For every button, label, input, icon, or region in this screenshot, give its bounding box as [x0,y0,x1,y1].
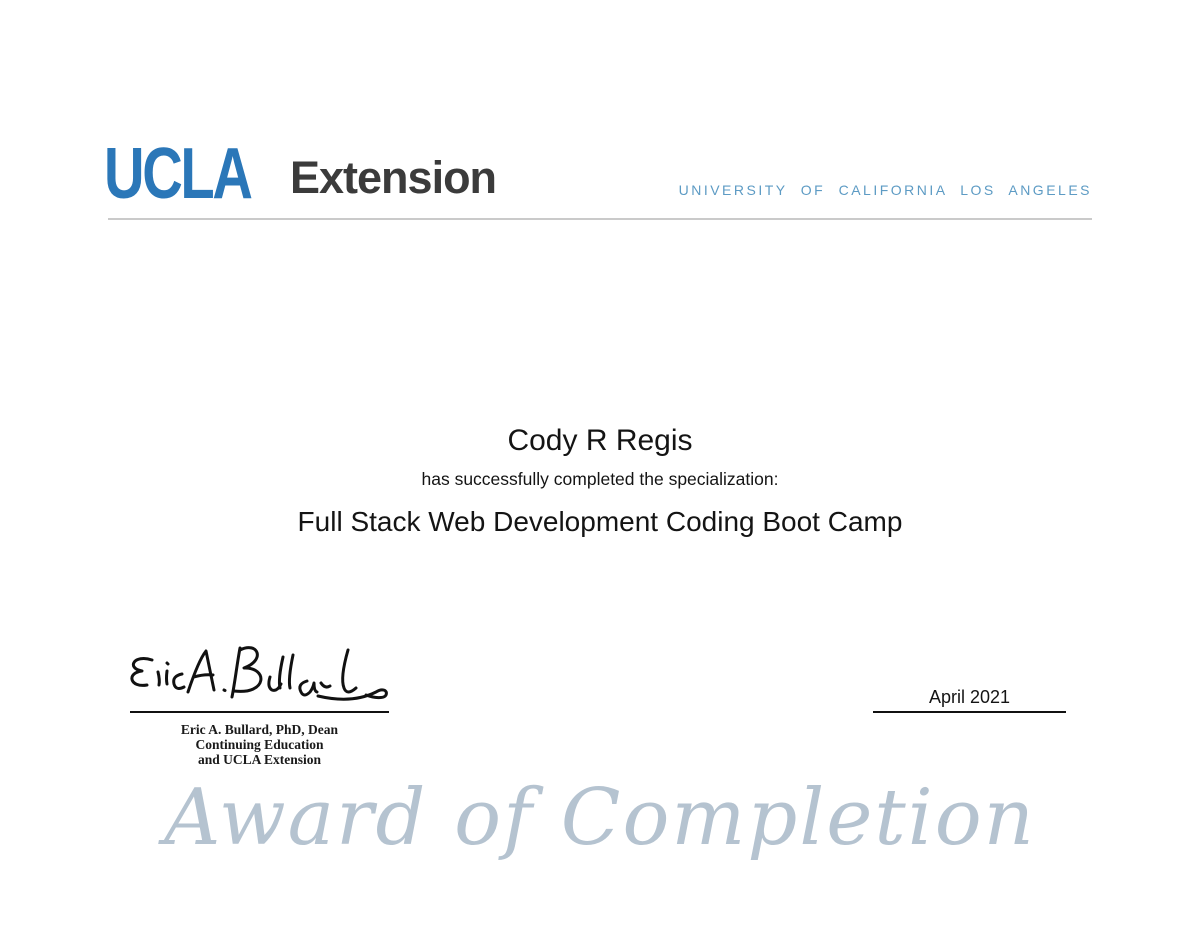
header-divider [108,218,1092,220]
signature-icon [120,638,392,710]
signer-title-1: Continuing Education [195,737,324,752]
signer-name: Eric A. Bullard, PhD, Dean [180,722,339,737]
completion-statement: has successfully completed the specialization: [421,469,779,489]
recipient-name: Cody R Regis [507,424,693,457]
university-name-text: UNIVERSITY OF CALIFORNIA LOS ANGELES [678,182,1092,198]
program-title: Full Stack Web Development Coding Boot Camp [297,506,903,537]
signature-line [130,711,389,713]
award-title: Award of Completion [164,773,1036,863]
ucla-logo: UCLA [104,134,251,214]
signer-title-2: and UCLA Extension [197,752,322,767]
extension-logo-text: Extension [290,152,497,203]
signature-caption [130,722,389,767]
completion-date: April 2021 [928,687,1011,707]
date-line [873,711,1066,713]
